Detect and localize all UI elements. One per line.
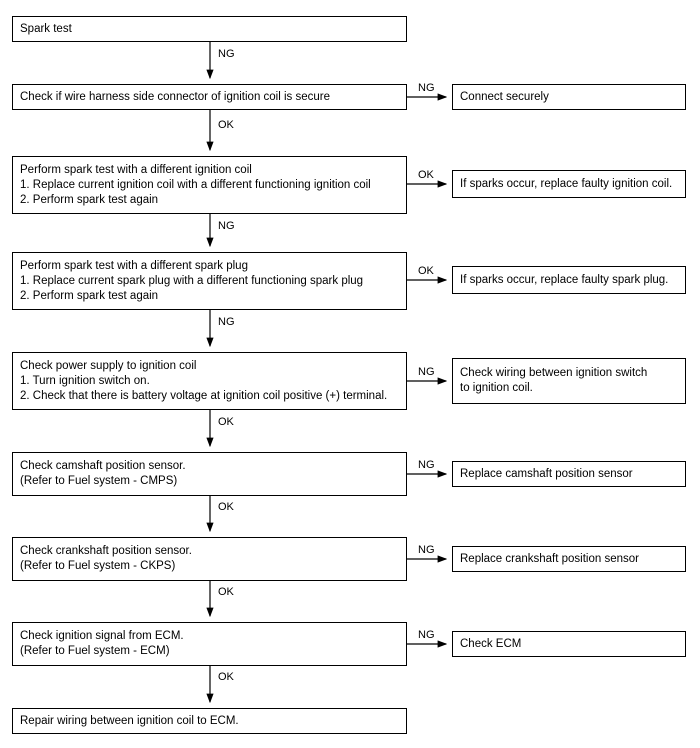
node-line: Check ignition signal from ECM. <box>20 630 184 642</box>
node-spark-test <box>12 16 407 42</box>
node-line: Check camshaft position sensor. <box>20 460 186 472</box>
node-line: Check crankshaft position sensor. <box>20 545 192 557</box>
node-line: Repair wiring between ignition coil to ECM. <box>20 714 239 727</box>
node-line: Perform spark test with a different spark plug <box>20 259 248 272</box>
node-line: Check if wire harness side connector of ignition coil is secure <box>20 90 331 103</box>
node-line: (Refer to Fuel system - CMPS) <box>20 475 178 487</box>
branch-label-ng: NG <box>418 366 435 378</box>
node-spark-test-different-plug <box>12 252 407 310</box>
node-repair-wiring-coil-to-ecm <box>12 708 407 734</box>
node-check-power-supply <box>12 352 407 410</box>
node-line: (Refer to Fuel system - CKPS) <box>20 560 176 572</box>
node-line: 1. Replace current ignition coil with a different functioning ignition coil <box>20 178 371 191</box>
node-line: Replace crankshaft position sensor <box>460 552 639 565</box>
node-replace-crankshaft-position-sensor <box>452 546 686 572</box>
node-line: If sparks occur, replace faulty ignition coil. <box>460 177 673 190</box>
node-line: Spark test <box>20 22 72 35</box>
node-replace-camshaft-position-sensor <box>452 461 686 487</box>
node-line: Perform spark test with a different ignition coil <box>20 163 252 176</box>
branch-label-ng: NG <box>418 629 435 641</box>
branch-label-ok: OK <box>418 169 434 181</box>
node-check-ecm <box>452 631 686 657</box>
node-check-connector-secure <box>12 84 407 110</box>
branch-label-ng: NG <box>418 544 435 556</box>
node-line: Check ECM <box>460 637 522 650</box>
node-line: 1. Turn ignition switch on. <box>20 374 150 387</box>
node-line: Connect securely <box>460 90 549 103</box>
branch-label-ok: OK <box>418 265 434 277</box>
node-line: 2. Check that there is battery voltage at ignition coil positive (+) terminal. <box>20 389 388 402</box>
node-spark-test-different-coil <box>12 156 407 214</box>
node-line: to ignition coil. <box>460 382 533 394</box>
node-line: 2. Perform spark test again <box>20 289 159 302</box>
branch-label-ng: NG <box>218 316 235 328</box>
branch-label-ok: OK <box>218 119 234 131</box>
node-line: Replace camshaft position sensor <box>460 467 633 480</box>
node-line: (Refer to Fuel system - ECM) <box>20 645 170 657</box>
node-check-ignition-signal-ecm <box>12 622 407 666</box>
branch-label-ng: NG <box>218 48 235 60</box>
node-line: 2. Perform spark test again <box>20 193 159 206</box>
node-line: Check power supply to ignition coil <box>20 359 197 372</box>
node-replace-faulty-ignition-coil <box>452 170 686 198</box>
node-line: 1. Replace current spark plug with a different functioning spark plug <box>20 274 364 287</box>
node-replace-faulty-spark-plug <box>452 266 686 294</box>
node-line: If sparks occur, replace faulty spark plug. <box>460 273 669 286</box>
branch-label-ng: NG <box>418 459 435 471</box>
node-connect-securely <box>452 84 686 110</box>
node-check-crankshaft-position-sensor <box>12 537 407 581</box>
node-check-camshaft-position-sensor <box>12 452 407 496</box>
node-line: Check wiring between ignition switch <box>460 367 648 379</box>
branch-label-ok: OK <box>218 501 234 513</box>
branch-label-ok: OK <box>218 416 234 428</box>
branch-label-ng: NG <box>418 82 435 94</box>
branch-label-ng: NG <box>218 220 235 232</box>
branch-label-ok: OK <box>218 671 234 683</box>
branch-label-ok: OK <box>218 586 234 598</box>
node-check-wiring-ignition-switch <box>452 358 686 404</box>
